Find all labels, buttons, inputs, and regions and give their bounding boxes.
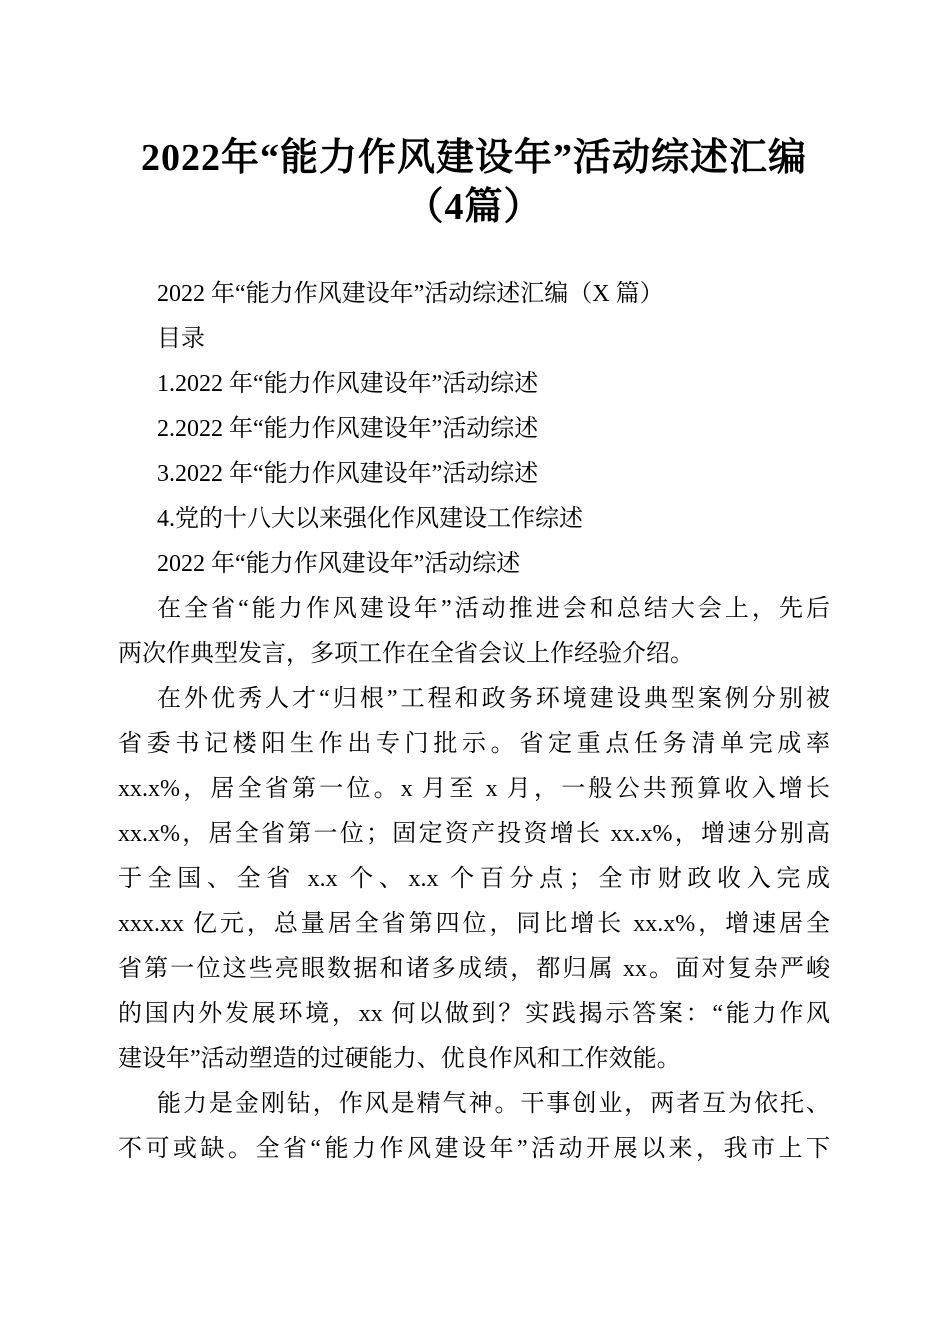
toc-item-4: 4.党的十八大以来强化作风建设工作综述 — [157, 506, 583, 532]
document-body — [118, 272, 830, 1172]
toc-heading: 目录 — [157, 326, 205, 352]
body-line: 不可或缺。全省“能力作风建设年”活动开展以来，我市上下 — [118, 1136, 830, 1162]
section-heading: 2022 年“能力作风建设年”活动综述 — [157, 551, 521, 577]
toc-item-1: 1.2022 年“能力作风建设年”活动综述 — [157, 371, 539, 397]
body-line: 两次作典型发言，多项工作在全省会议上作经验介绍。 — [118, 641, 694, 667]
body-line: 省委书记楼阳生作出专门批示。省定重点任务清单完成率 — [118, 731, 830, 757]
body-line: 能力是金刚钻，作风是精气神。干事创业，两者互为依托、 — [157, 1091, 830, 1117]
toc-item-3: 3.2022 年“能力作风建设年”活动综述 — [157, 461, 539, 487]
body-line: 建设年”活动塑造的过硬能力、优良作风和工作效能。 — [118, 1046, 681, 1072]
body-line: 的国内外发展环境，xx 何以做到？实践揭示答案：“能力作风 — [118, 1001, 830, 1027]
body-line: 省第一位这些亮眼数据和诸多成绩，都归属 xx。面对复杂严峻 — [118, 956, 830, 982]
doc-subtitle: 2022 年“能力作风建设年”活动综述汇编（X 篇） — [157, 281, 664, 307]
document-title: 2022年“能力作风建设年”活动综述汇编（4篇） — [140, 137, 807, 228]
body-line: 在全省“能力作风建设年”活动推进会和总结大会上，先后 — [157, 596, 830, 622]
body-line: xxx.xx 亿元，总量居全省第四位，同比增长 xx.x%，增速居全 — [118, 911, 830, 937]
body-line: 于全国、全省 x.x 个、x.x 个百分点；全市财政收入完成 — [118, 866, 830, 892]
body-line: xx.x%，居全省第一位；固定资产投资增长 xx.x%，增速分别高 — [118, 821, 830, 847]
body-line: xx.x%，居全省第一位。x 月至 x 月，一般公共预算收入增长 — [118, 776, 830, 802]
body-line: 在外优秀人才“归根”工程和政务环境建设典型案例分别被 — [157, 686, 830, 712]
toc-item-2: 2.2022 年“能力作风建设年”活动综述 — [157, 416, 539, 442]
